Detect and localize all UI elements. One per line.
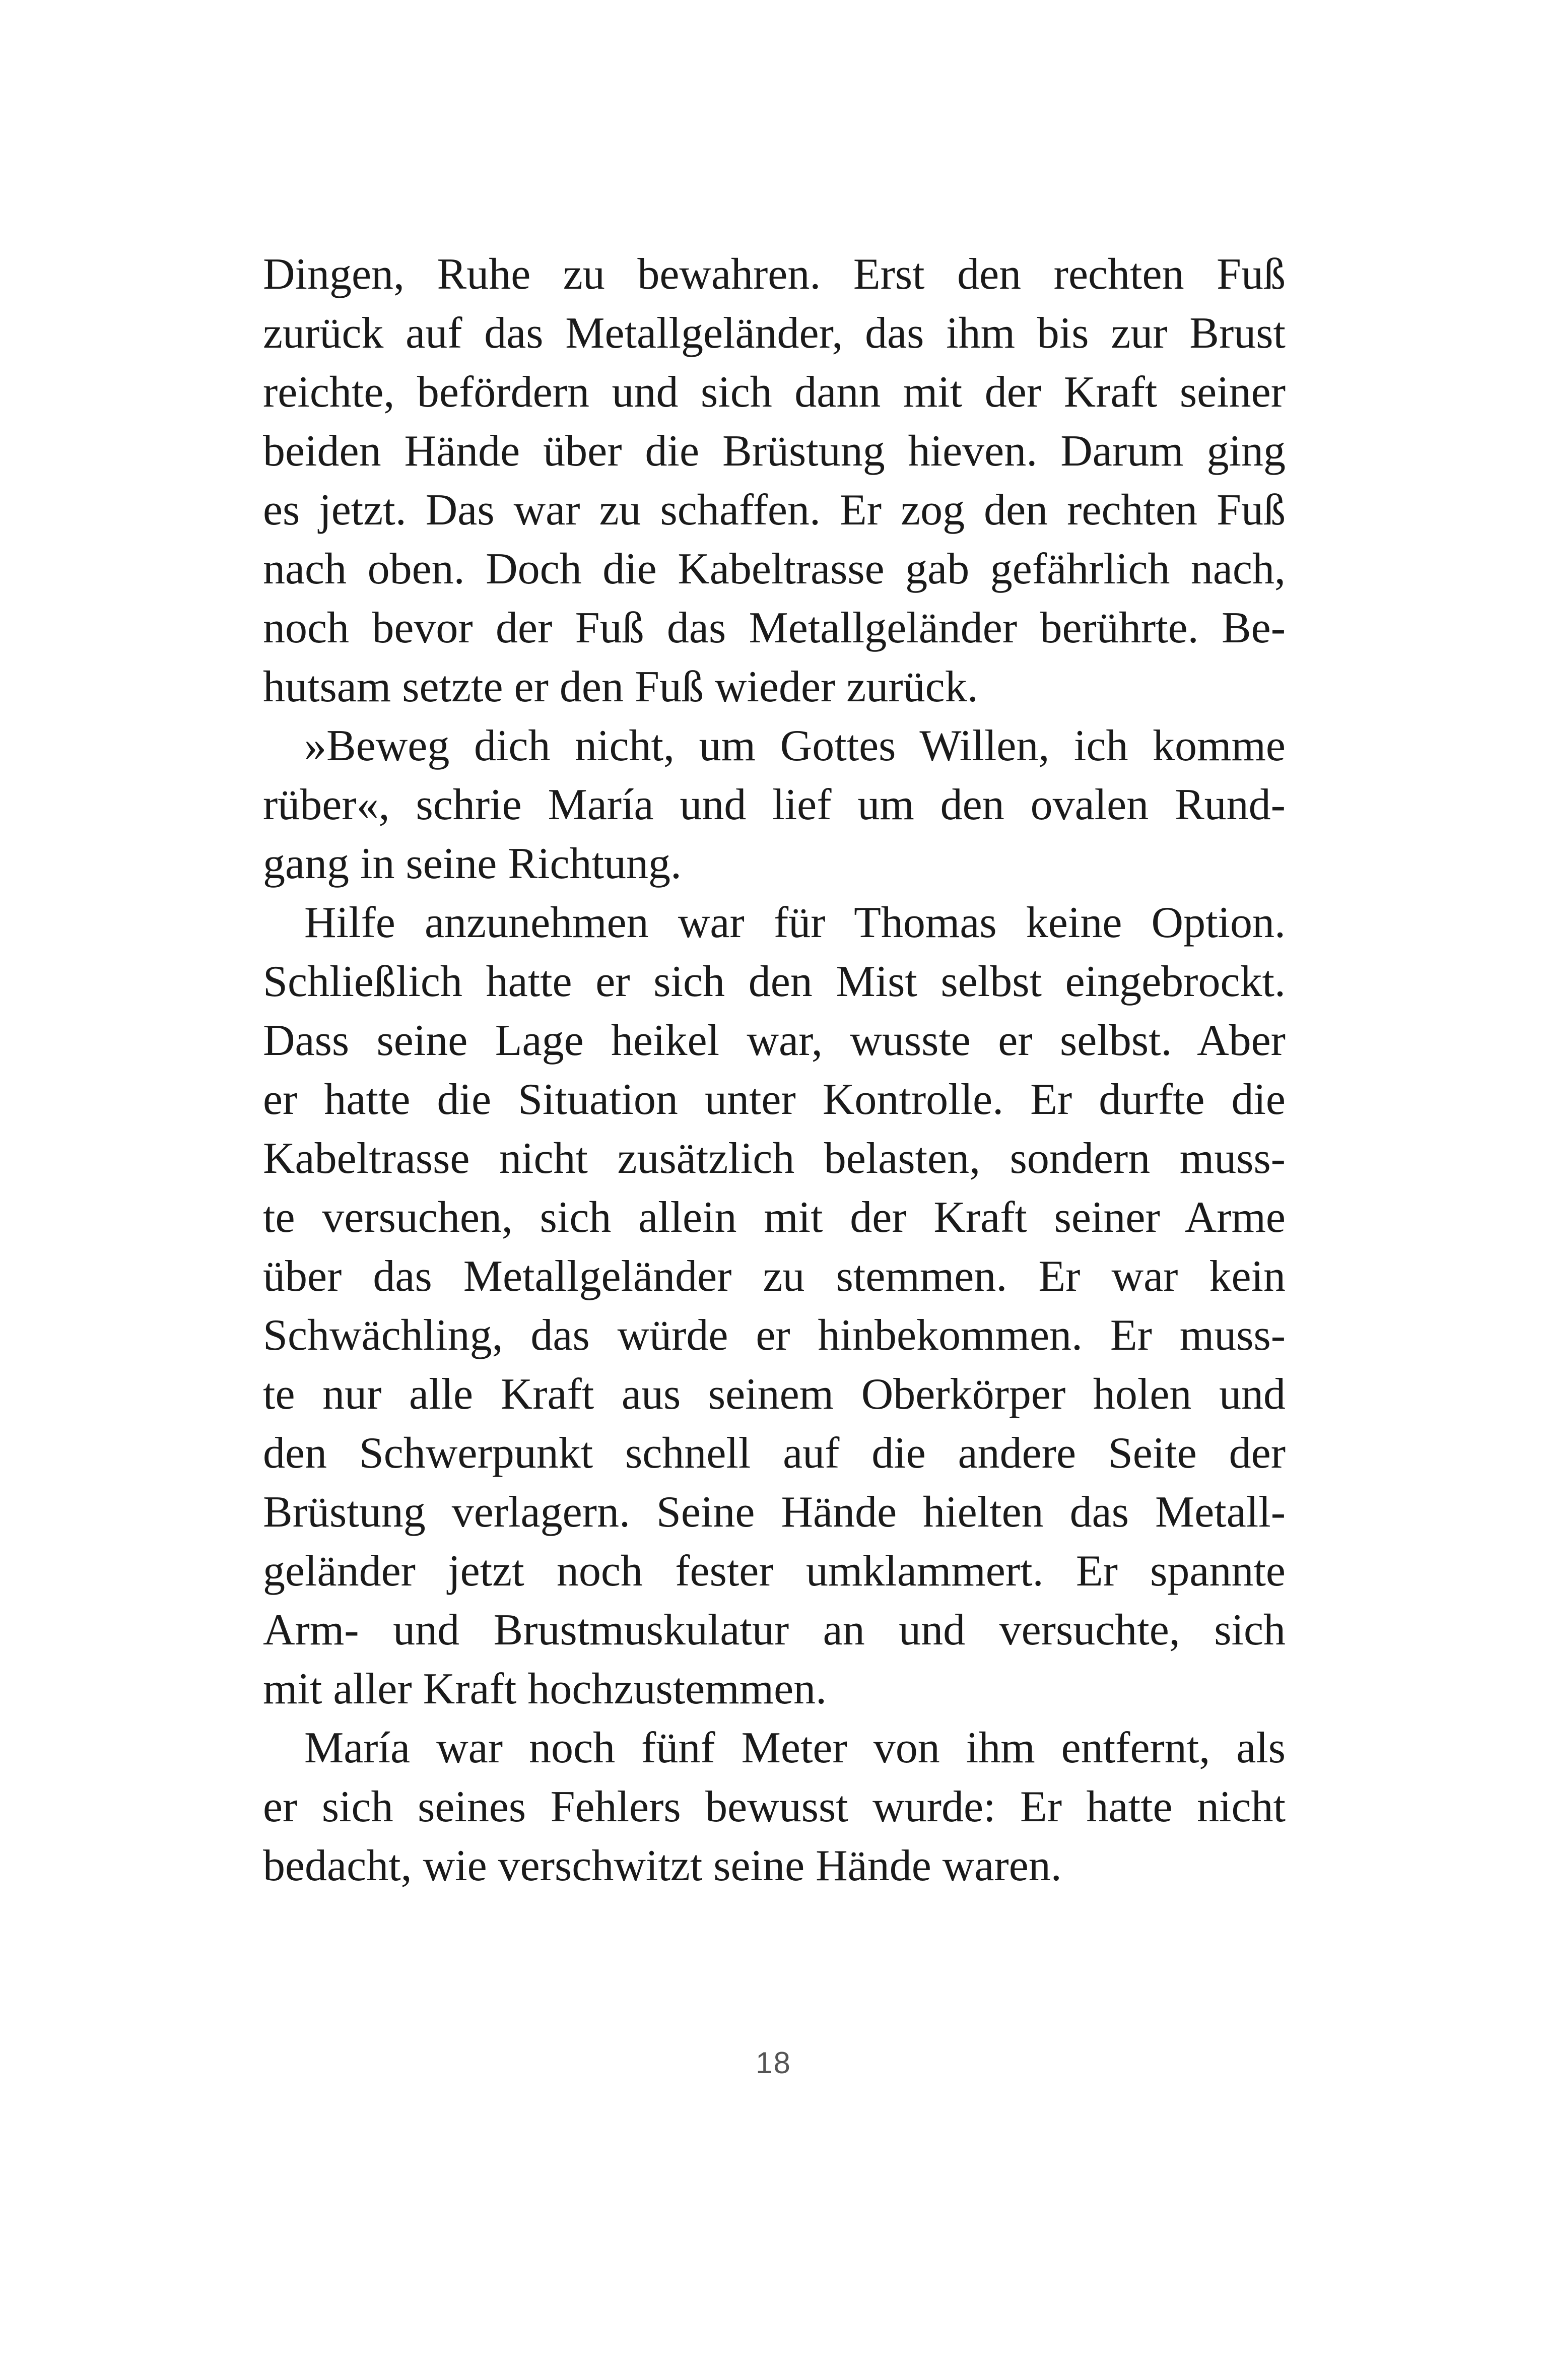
text-line: Dingen, Ruhe zu bewahren. Erst den rechten Fuß <box>263 250 1286 299</box>
text-line: Schwächling, das würde er hinbekommen. Er muss- <box>263 1311 1286 1360</box>
text-line: »Beweg dich nicht, um Gottes Willen, ich komme <box>304 721 1286 770</box>
text-line: Hilfe anzunehmen war für Thomas keine Option. <box>304 898 1286 947</box>
text-line: Schließlich hatte er sich den Mist selbst eingebrockt. <box>263 957 1286 1006</box>
text-line: es jetzt. Das war zu schaffen. Er zog den rechten Fuß <box>263 486 1286 535</box>
text-line: María war noch fünf Meter von ihm entfernt, als <box>304 1724 1286 1772</box>
text-line: nach oben. Doch die Kabeltrasse gab gefährlich nach, <box>263 545 1286 593</box>
text-line: zurück auf das Metallgeländer, das ihm bis zur Brust <box>263 309 1286 358</box>
page-number: 18 <box>756 2046 791 2080</box>
text-line: bedacht, wie verschwitzt seine Hände waren. <box>263 1841 1062 1890</box>
text-line: beiden Hände über die Brüstung hieven. Darum ging <box>263 427 1286 476</box>
text-line: geländer jetzt noch fester umklammert. Er spannte <box>263 1547 1286 1596</box>
text-line: er sich seines Fehlers bewusst wurde: Er hatte nicht <box>263 1782 1286 1831</box>
text-line: te versuchen, sich allein mit der Kraft seiner Arme <box>263 1193 1286 1242</box>
text-line: über das Metallgeländer zu stemmen. Er war kein <box>263 1252 1286 1301</box>
text-line: Kabeltrasse nicht zusätzlich belasten, sondern muss- <box>263 1134 1286 1183</box>
text-line: noch bevor der Fuß das Metallgeländer berührte. Be- <box>263 604 1286 652</box>
text-line: Brüstung verlagern. Seine Hände hielten das Metall- <box>263 1488 1286 1537</box>
text-line: rüber«, schrie María und lief um den ovalen Rund- <box>263 780 1286 829</box>
text-line: gang in seine Richtung. <box>263 839 682 888</box>
text-line: Dass seine Lage heikel war, wusste er selbst. Aber <box>263 1016 1286 1065</box>
body-text <box>263 245 1286 1895</box>
text-line: hutsam setzte er den Fuß wieder zurück. <box>263 663 978 711</box>
text-line: Arm- und Brustmuskulatur an und versuchte, sich <box>263 1606 1286 1655</box>
text-line: er hatte die Situation unter Kontrolle. Er durfte die <box>263 1075 1286 1124</box>
text-line: mit aller Kraft hochzustemmen. <box>263 1665 827 1713</box>
text-line: reichte, befördern und sich dann mit der Kraft seiner <box>263 368 1286 417</box>
text-line: te nur alle Kraft aus seinem Oberkörper holen und <box>263 1370 1286 1419</box>
text-line: den Schwerpunkt schnell auf die andere Seite der <box>263 1429 1286 1478</box>
